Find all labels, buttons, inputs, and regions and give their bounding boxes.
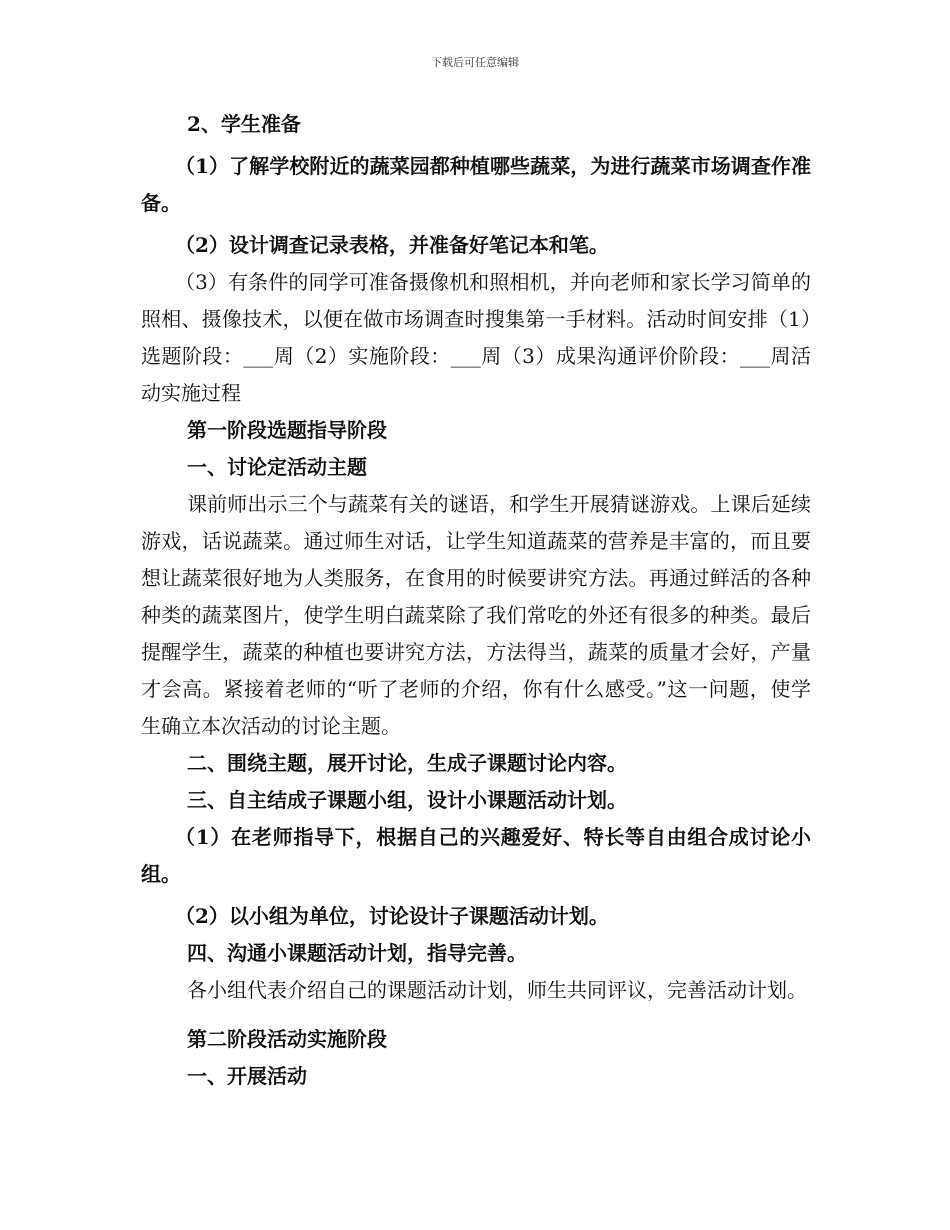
item-3-equipment-schedule: （3）有条件的同学可准备摄像机和照相机，并向老师和家长学习简单的照相、摄像技术，以便在做市场调查时搜集第一手材料。活动时间安排（1）选题阶段：___周（2）实施阶段：___周（3）成果沟通评价阶段：___周活动实施过程: [141, 270, 811, 405]
heading-carry-out: 一、开展活动: [187, 1064, 307, 1088]
paragraph-group-plans: 各小组代表介绍自己的课题活动计划，师生共同评议，完善活动计划。: [187, 978, 807, 1002]
document-body: [141, 106, 811, 1095]
page-header: 下载后可任意编辑: [431, 56, 519, 69]
heading-stage-two: 第二阶段活动实施阶段: [187, 1027, 387, 1051]
heading-student-prep: 2、学生准备: [187, 112, 301, 136]
item-2-design-plan: （2）以小组为单位，讨论设计子课题活动计划。: [175, 904, 609, 928]
heading-form-groups: 三、自主结成子课题小组，设计小课题活动计划。: [187, 788, 627, 812]
item-1-survey-garden: （1）了解学校附近的蔬菜园都种植哪些蔬菜，为进行蔬菜市场调查作准备。: [141, 154, 811, 215]
paragraph-riddle-game: 课前师出示三个与蔬菜有关的谜语，和学生开展猜谜游戏。上课后延续游戏，话说蔬菜。通过师生对话，让学生知道蔬菜的营养是丰富的，而且要想让蔬菜很好地为人类服务，在食用的时候要讲究方法。再通过鲜活的各种种类的蔬菜图片，使学生明白蔬菜除了我们常吃的外还有很多的种类。最后提醒学生，蔬菜的种植也要讲究方法，方法得当，蔬菜的质量才会好，产量才会高。紧接着老师的“听了老师的介绍，你有什么感受。”这一问题，使学生确立本次活动的讨论主题。: [141, 492, 811, 738]
item-2-record-form: （2）设计调查记录表格，并准备好笔记本和笔。: [175, 233, 609, 257]
heading-stage-one: 第一阶段选题指导阶段: [187, 418, 387, 442]
heading-communicate-plan: 四、沟通小课题活动计划，指导完善。: [187, 941, 527, 965]
item-1-form-groups: （1）在老师指导下，根据自己的兴趣爱好、特长等自由组合成讨论小组。: [141, 825, 811, 886]
heading-discuss-theme: 一、讨论定活动主题: [187, 455, 367, 479]
heading-discuss-subtopics: 二、围绕主题，展开讨论，生成子课题讨论内容。: [187, 751, 627, 775]
